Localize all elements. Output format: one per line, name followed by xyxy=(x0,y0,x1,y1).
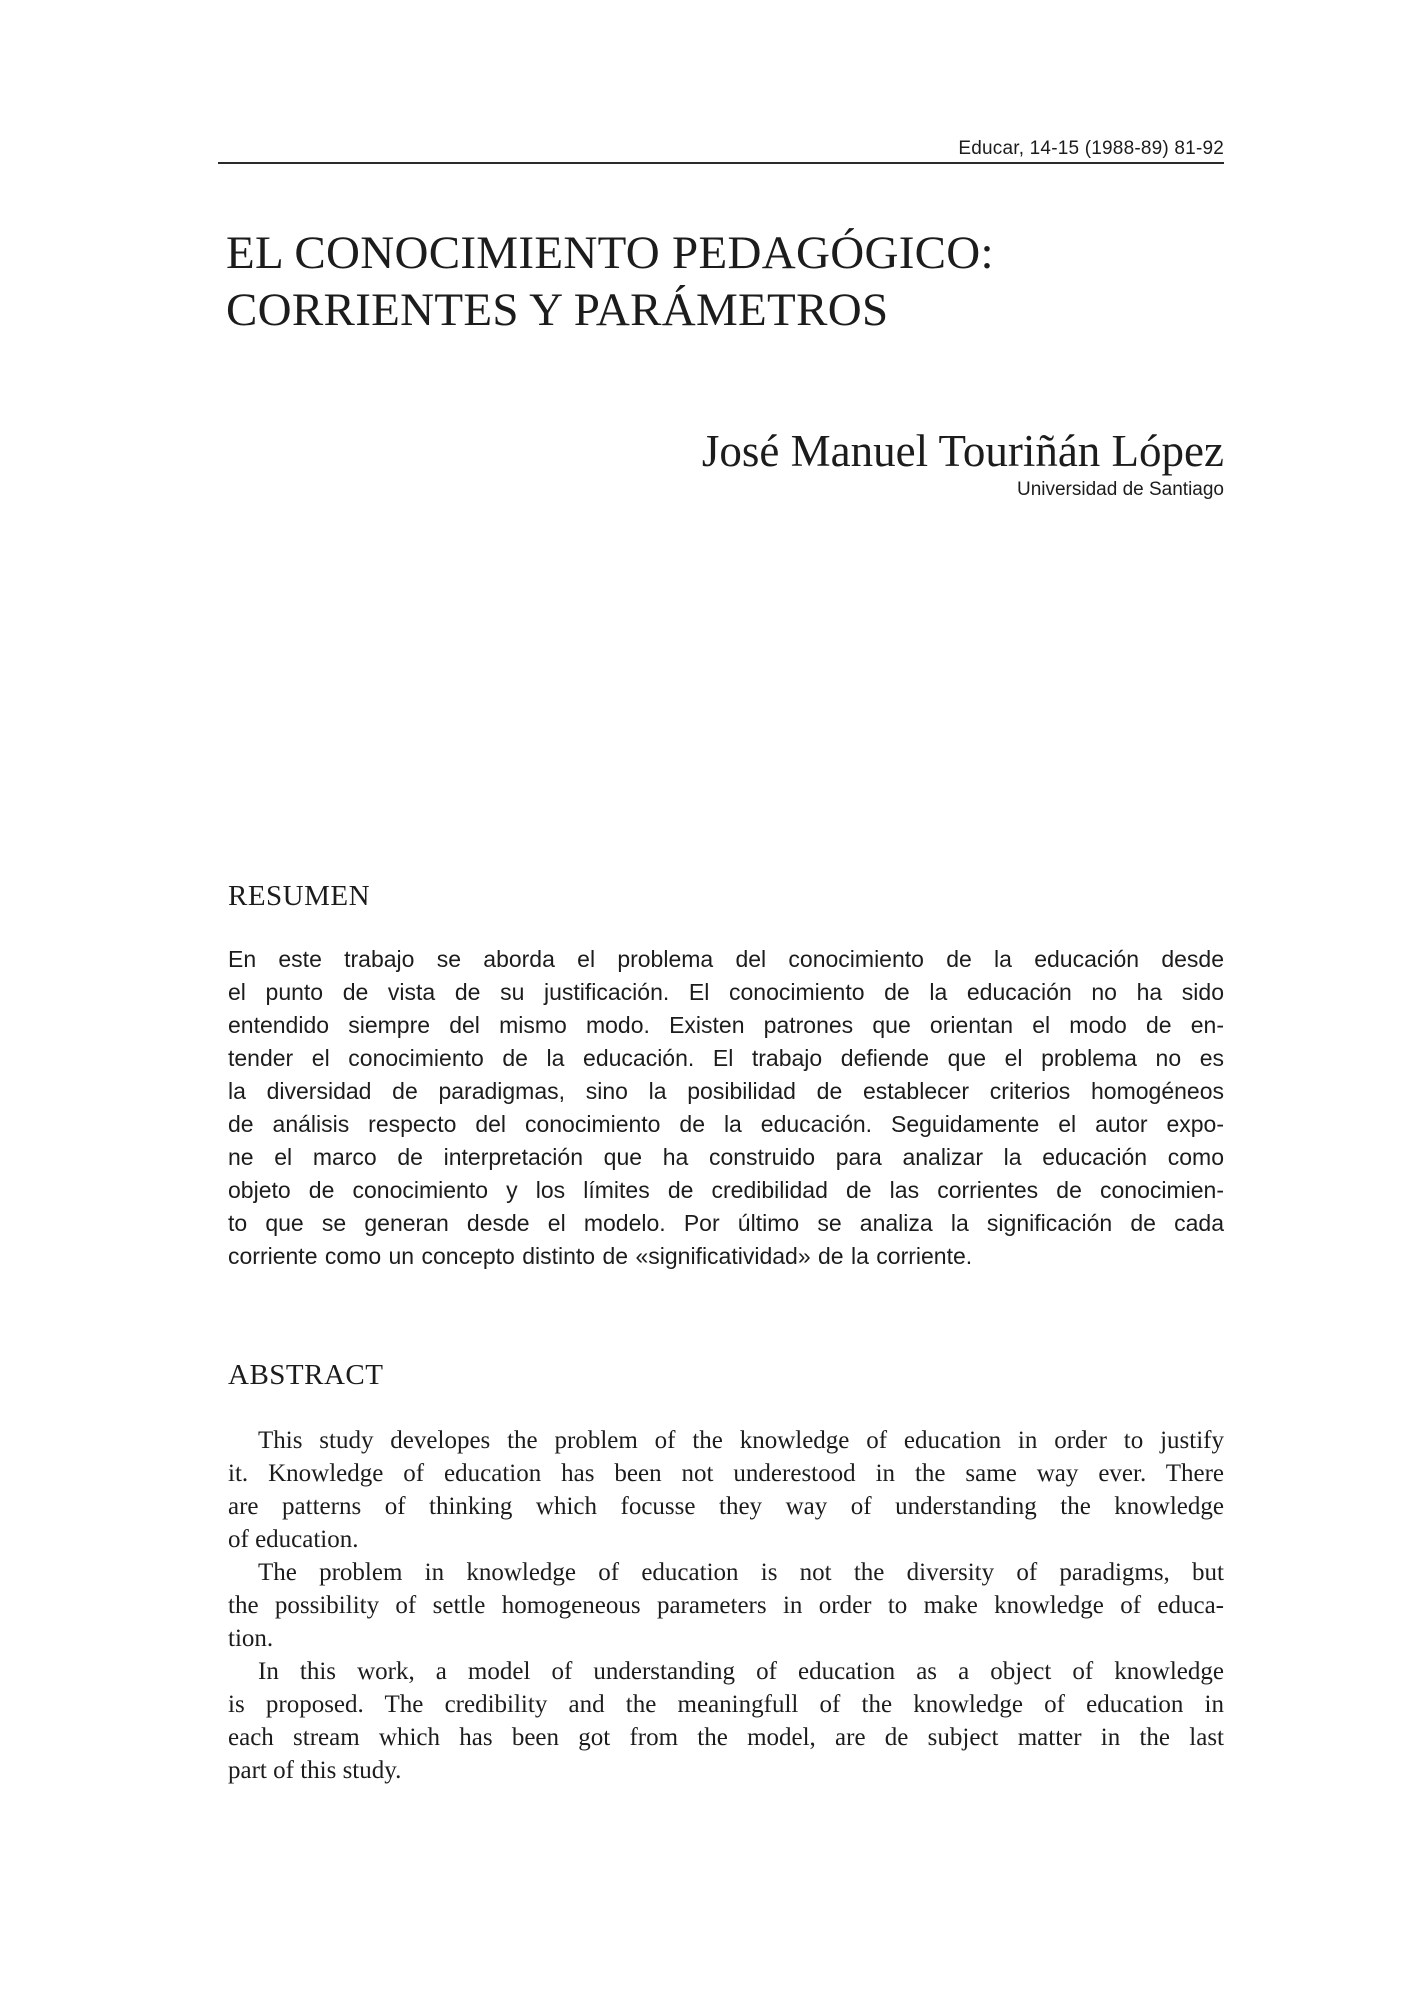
abstract-line: are patterns of thinking which focusse they way of understanding the knowledge xyxy=(228,1493,1224,1520)
resumen-line: En este trabajo se aborda el problema del conocimiento de la educación desde xyxy=(228,946,1224,972)
author-affiliation: Universidad de Santiago xyxy=(1016,479,1224,500)
resumen-line: de análisis respecto del conocimiento de la educación. Seguidamente el autor expo- xyxy=(228,1111,1224,1137)
resumen-line: entendido siempre del mismo modo. Existen patrones que orientan el modo de en- xyxy=(228,1012,1224,1038)
abstract-heading: ABSTRACT xyxy=(228,1359,384,1391)
abstract-line: of education. xyxy=(228,1526,359,1553)
resumen-line: el punto de vista de su justificación. El conocimiento de la educación no ha sido xyxy=(228,979,1224,1005)
running-head: Educar, 14-15 (1988-89) 81-92 xyxy=(958,138,1224,159)
abstract-text xyxy=(228,1424,1224,1787)
author-name: José Manuel Touriñán López xyxy=(701,426,1224,476)
resumen-line: ne el marco de interpretación que ha construido para analizar la educación como xyxy=(228,1144,1224,1170)
resumen-line: corriente como un concepto distinto de «significatividad» de la corriente. xyxy=(228,1243,973,1269)
abstract-paragraph xyxy=(228,1556,1224,1655)
abstract-line: tion. xyxy=(228,1625,274,1652)
resumen-line: objeto de conocimiento y los límites de credibilidad de las corrientes de conocimien- xyxy=(228,1177,1224,1203)
abstract-line: is proposed. The credibility and the meaningfull of the knowledge of education in xyxy=(228,1691,1224,1718)
abstract-line: the possibility of settle homogeneous parameters in order to make knowledge of educa- xyxy=(228,1592,1224,1619)
author-block xyxy=(702,425,1224,503)
abstract-line: it. Knowledge of education has been not underestood in the same way ever. There xyxy=(228,1460,1224,1487)
article-title xyxy=(226,225,994,339)
abstract-line: In this work, a model of understanding of education as a object of knowledge xyxy=(258,1658,1224,1685)
abstract-line: This study developes the problem of the knowledge of education in order to justify xyxy=(258,1427,1224,1454)
resumen-heading: RESUMEN xyxy=(228,880,371,912)
resumen-line: tender el conocimiento de la educación. El trabajo defiende que el problema no es xyxy=(228,1045,1224,1071)
article-title-line-1: EL CONOCIMIENTO PEDAGÓGICO: xyxy=(226,227,994,279)
abstract-paragraph xyxy=(228,1655,1224,1787)
abstract-line: The problem in knowledge of education is not the diversity of paradigms, but xyxy=(258,1559,1224,1586)
article-title-line-2: CORRIENTES Y PARÁMETROS xyxy=(226,284,889,336)
header-rule xyxy=(218,162,1224,164)
resumen-text xyxy=(228,943,1224,1273)
resumen-line: to que se generan desde el modelo. Por último se analiza la significación de cada xyxy=(228,1210,1224,1236)
abstract-line: each stream which has been got from the model, are de subject matter in the last xyxy=(228,1724,1224,1751)
abstract-paragraph xyxy=(228,1424,1224,1556)
resumen-line: la diversidad de paradigmas, sino la posibilidad de establecer criterios homogéneos xyxy=(228,1078,1224,1104)
abstract-line: part of this study. xyxy=(228,1757,402,1784)
